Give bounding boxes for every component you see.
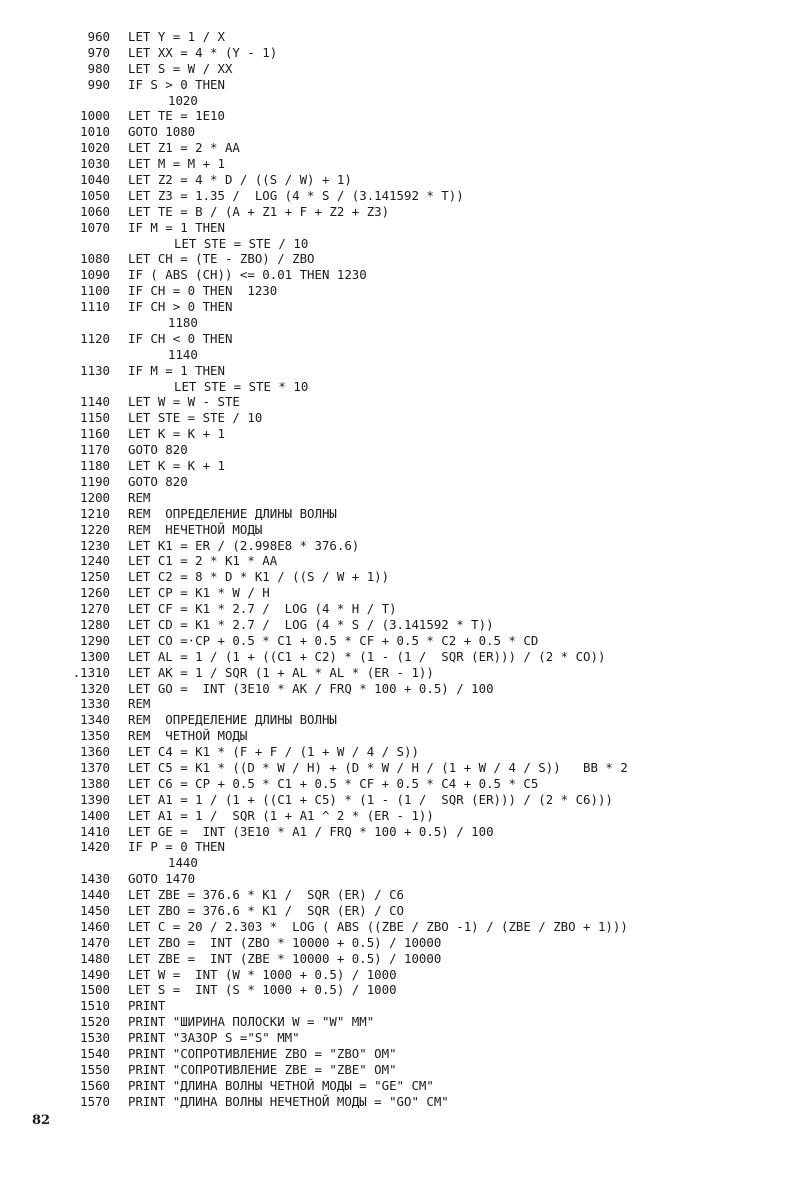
code-line [60, 919, 785, 935]
line-number: 1380 [80, 775, 110, 791]
statement-text: LET XX = 4 * (Y - 1) [128, 44, 278, 60]
line-number: 1450 [80, 902, 110, 918]
code-line [60, 251, 785, 267]
statement-text: LET C1 = 2 * K1 * AA [128, 553, 278, 569]
line-number: 1560 [80, 1077, 110, 1093]
code-line [60, 522, 785, 538]
code-line [60, 728, 785, 744]
code-line [60, 77, 785, 93]
statement-text: IF CH = 0 THEN 1230 [128, 283, 278, 299]
page-number: 82 [32, 1113, 51, 1128]
code-line [60, 394, 785, 410]
statement-text: LET A1 = 1 / SQR (1 + A1 ^ 2 * (ER - 1)) [128, 807, 434, 823]
code-line [60, 681, 785, 697]
statement-text: LET Y = 1 / X [128, 29, 225, 44]
statement-text: LET GE = INT (3E10 * A1 / FRQ * 100 + 0.5) / 100 [128, 823, 494, 839]
line-number: 1230 [80, 537, 110, 553]
line-number: 1540 [80, 1046, 110, 1061]
code-line [60, 283, 785, 299]
line-number: 1270 [80, 601, 110, 617]
statement-text: LET ZBO = INT (ZBO * 10000 + 0.5) / 10000 [128, 934, 442, 950]
statement-text: REM ОПРЕДЕЛЕНИЕ ДЛИНЫ ВОЛНЫ [128, 505, 337, 521]
code-line [60, 172, 785, 188]
continuation-text: LET STE = STE / 10 [174, 235, 309, 251]
code-line [60, 506, 785, 522]
code-line [60, 776, 785, 792]
line-number: 980 [87, 60, 110, 76]
statement-text: IF P = 0 THEN [128, 839, 225, 855]
line-number: 1020 [80, 140, 110, 156]
code-line [60, 744, 785, 760]
line-number: 1290 [80, 632, 110, 648]
code-line [60, 617, 785, 633]
statement-text: PRINT "СОПРОТИВЛЕНИЕ ZBO = "ZBO" OM" [128, 1046, 397, 1061]
statement-text: LET A1 = 1 / (1 + ((C1 + C5) * (1 - (1 / SQR (ER))) / (2 * C6))) [128, 791, 613, 807]
statement-text: IF CH > 0 THEN [128, 299, 233, 315]
statement-text: LET TE = 1E10 [128, 108, 225, 124]
code-line [60, 569, 785, 585]
line-number: .1310 [72, 664, 110, 680]
code-line [60, 982, 785, 998]
line-number: 1160 [80, 426, 110, 442]
code-line [60, 601, 785, 617]
statement-text: LET C5 = K1 * ((D * W / H) + (D * W / H / (1 + W / 4 / S)) BB * 2 [128, 759, 628, 775]
line-number: 1550 [80, 1061, 110, 1077]
code-line [60, 696, 785, 712]
statement-text: REM ЧЕТНОЙ МОДЫ [128, 728, 248, 744]
code-line [60, 426, 785, 442]
code-line [60, 760, 785, 776]
code-line [60, 649, 785, 665]
statement-text: REM НЕЧЕТНОЙ МОДЫ [128, 521, 263, 537]
statement-text: LET Z2 = 4 * D / ((S / W) + 1) [128, 172, 352, 188]
code-line [60, 204, 785, 220]
code-line [60, 490, 785, 506]
code-line [60, 442, 785, 458]
code-line [60, 236, 785, 252]
continuation-text: LET STE = STE * 10 [174, 378, 309, 394]
line-number: 1210 [80, 505, 110, 521]
code-line [60, 331, 785, 347]
statement-text: LET TE = B / (A + Z1 + F + Z2 + Z3) [128, 203, 390, 219]
statement-text: LET C = 20 / 2.303 * LOG ( ABS ((ZBE / ZBO -1) / (ZBE / ZBO + 1))) [128, 918, 628, 934]
line-number: 1490 [80, 966, 110, 982]
statement-text: PRINT [128, 998, 166, 1014]
statement-text: LET CF = K1 * 2.7 / LOG (4 * H / T) [128, 601, 397, 617]
code-line [60, 93, 785, 109]
line-number: 1100 [80, 283, 110, 299]
statement-text: IF S > 0 THEN [128, 76, 225, 92]
line-number: 1120 [80, 330, 110, 346]
line-number: 1010 [80, 124, 110, 140]
statement-text: GOTO 820 [128, 473, 188, 489]
statement-text: LET CP = K1 * W / H [128, 585, 270, 601]
statement-text: GOTO 820 [128, 442, 188, 458]
statement-text: PRINT "ШИРИНА ПОЛОСКИ W = "W" MM" [128, 1014, 375, 1030]
statement-text: GOTO 1470 [128, 871, 196, 887]
line-number: 1240 [80, 553, 110, 569]
code-line [60, 585, 785, 601]
code-line [60, 61, 785, 77]
line-number: 960 [87, 29, 110, 44]
code-line [60, 1030, 785, 1046]
code-line [60, 363, 785, 379]
code-line [60, 188, 785, 204]
code-line [60, 220, 785, 236]
line-number: 1480 [80, 950, 110, 966]
line-number: 1390 [80, 791, 110, 807]
statement-text: LET ZBE = INT (ZBE * 10000 + 0.5) / 10000 [128, 950, 442, 966]
code-line [60, 1062, 785, 1078]
code-line [60, 1014, 785, 1030]
statement-text: REM ОПРЕДЕЛЕНИЕ ДЛИНЫ ВОЛНЫ [128, 712, 337, 728]
line-number: 1400 [80, 807, 110, 823]
statement-text: LET C6 = CP + 0.5 * C1 + 0.5 * CF + 0.5 * C4 + 0.5 * C5 [128, 775, 539, 791]
code-line [60, 538, 785, 554]
line-number: 1430 [80, 871, 110, 887]
continuation-text: 1180 [168, 315, 198, 331]
statement-text: LET AL = 1 / (1 + ((C1 + C2) * (1 - (1 / SQR (ER))) / (2 * CO)) [128, 648, 606, 664]
statement-text: LET W = INT (W * 1000 + 0.5) / 1000 [128, 966, 397, 982]
code-line [60, 299, 785, 315]
statement-text: LET ZBE = 376.6 * K1 / SQR (ER) / C6 [128, 887, 405, 903]
code-line [60, 887, 785, 903]
code-line [60, 871, 785, 887]
code-line [60, 1094, 785, 1110]
statement-text: LET M = M + 1 [128, 156, 225, 172]
line-number: 1090 [80, 267, 110, 283]
code-line [60, 712, 785, 728]
line-number: 1320 [80, 680, 110, 696]
basic-program-listing [60, 29, 785, 1110]
statement-text: IF M = 1 THEN [128, 362, 225, 378]
statement-text: REM [128, 489, 151, 505]
line-number: 1260 [80, 585, 110, 601]
continuation-text: 1020 [168, 92, 198, 108]
statement-text: PRINT "ДЛИНА ВОЛНЫ НЕЧЕТНОЙ МОДЫ = "GO" CM" [128, 1093, 449, 1109]
code-line [60, 951, 785, 967]
code-line [60, 29, 785, 45]
code-line [60, 124, 785, 140]
code-line [60, 967, 785, 983]
code-line [60, 903, 785, 919]
statement-text: LET ZBO = 376.6 * K1 / SQR (ER) / CO [128, 902, 405, 918]
statement-text: LET S = INT (S * 1000 + 0.5) / 1000 [128, 982, 397, 998]
line-number: 1060 [80, 203, 110, 219]
statement-text: LET K1 = ER / (2.998E8 * 376.6) [128, 537, 360, 553]
statement-text: LET W = W - STE [128, 394, 240, 410]
line-number: 1350 [80, 728, 110, 744]
code-line [60, 315, 785, 331]
code-line [60, 792, 785, 808]
line-number: 1530 [80, 1030, 110, 1046]
line-number: 1330 [80, 696, 110, 712]
statement-text: LET CD = K1 * 2.7 / LOG (4 * S / (3.141592 * T)) [128, 616, 494, 632]
line-number: 1050 [80, 187, 110, 203]
statement-text: GOTO 1080 [128, 124, 196, 140]
statement-text: PRINT "СОПРОТИВЛЕНИЕ ZBE = "ZBE" OM" [128, 1061, 397, 1077]
statement-text: LET GO = INT (3E10 * AK / FRQ * 100 + 0.5) / 100 [128, 680, 494, 696]
statement-text: LET AK = 1 / SQR (1 + AL * AL * (ER - 1)) [128, 664, 434, 680]
statement-text: PRINT "ДЛИНА ВОЛНЫ ЧЕТНОЙ МОДЫ = "GE" CM" [128, 1077, 434, 1093]
statement-text: LET S = W / XX [128, 60, 233, 76]
line-number: 1170 [80, 442, 110, 458]
line-number: 1510 [80, 998, 110, 1014]
statement-text: PRINT "ЗАЗОР S ="S" MM" [128, 1030, 300, 1046]
line-number: 1220 [80, 521, 110, 537]
continuation-text: 1440 [168, 855, 198, 871]
line-number: 1520 [80, 1014, 110, 1030]
code-line [60, 855, 785, 871]
code-line [60, 156, 785, 172]
code-line [60, 140, 785, 156]
code-line [60, 839, 785, 855]
line-number: 1440 [80, 887, 110, 903]
code-line [60, 1046, 785, 1062]
code-line [60, 474, 785, 490]
code-line [60, 998, 785, 1014]
line-number: 1250 [80, 569, 110, 585]
line-number: 1200 [80, 489, 110, 505]
line-number: 970 [87, 44, 110, 60]
line-number: 1370 [80, 759, 110, 775]
continuation-text: 1140 [168, 346, 198, 362]
line-number: 1410 [80, 823, 110, 839]
code-line [60, 824, 785, 840]
line-number: 1570 [80, 1093, 110, 1109]
statement-text: IF CH < 0 THEN [128, 330, 233, 346]
line-number: 1180 [80, 458, 110, 474]
line-number: 1340 [80, 712, 110, 728]
code-line [60, 935, 785, 951]
code-line [60, 665, 785, 681]
statement-text: REM [128, 696, 151, 712]
line-number: 1190 [80, 473, 110, 489]
code-line [60, 458, 785, 474]
code-line [60, 808, 785, 824]
line-number: 1470 [80, 934, 110, 950]
code-line [60, 553, 785, 569]
line-number: 1500 [80, 982, 110, 998]
code-line [60, 108, 785, 124]
code-line [60, 45, 785, 61]
code-line [60, 267, 785, 283]
code-line [60, 410, 785, 426]
code-line [60, 379, 785, 395]
statement-text: LET Z3 = 1.35 / LOG (4 * S / (3.141592 * T)) [128, 187, 464, 203]
line-number: 1460 [80, 918, 110, 934]
statement-text: LET CH = (TE - ZBO) / ZBO [128, 251, 315, 267]
line-number: 1130 [80, 362, 110, 378]
line-number: 1070 [80, 219, 110, 235]
line-number: 1280 [80, 616, 110, 632]
statement-text: IF M = 1 THEN [128, 219, 225, 235]
line-number: 990 [87, 76, 110, 92]
code-line [60, 1078, 785, 1094]
statement-text: LET Z1 = 2 * AA [128, 140, 240, 156]
statement-text: LET STE = STE / 10 [128, 410, 263, 426]
statement-text: LET CO =·CP + 0.5 * C1 + 0.5 * CF + 0.5 * C2 + 0.5 * CD [128, 632, 539, 648]
statement-text: LET K = K + 1 [128, 458, 225, 474]
code-line [60, 633, 785, 649]
line-number: 1030 [80, 156, 110, 172]
line-number: 1300 [80, 648, 110, 664]
line-number: 1360 [80, 744, 110, 760]
line-number: 1000 [80, 108, 110, 124]
statement-text: LET C4 = K1 * (F + F / (1 + W / 4 / S)) [128, 744, 419, 760]
line-number: 1150 [80, 410, 110, 426]
line-number: 1420 [80, 839, 110, 855]
line-number: 1140 [80, 394, 110, 410]
statement-text: IF ( ABS (CH)) <= 0.01 THEN 1230 [128, 267, 367, 283]
line-number: 1080 [80, 251, 110, 267]
code-line [60, 347, 785, 363]
statement-text: LET C2 = 8 * D * K1 / ((S / W + 1)) [128, 569, 390, 585]
line-number: 1040 [80, 172, 110, 188]
line-number: 1110 [80, 299, 110, 315]
statement-text: LET K = K + 1 [128, 426, 225, 442]
